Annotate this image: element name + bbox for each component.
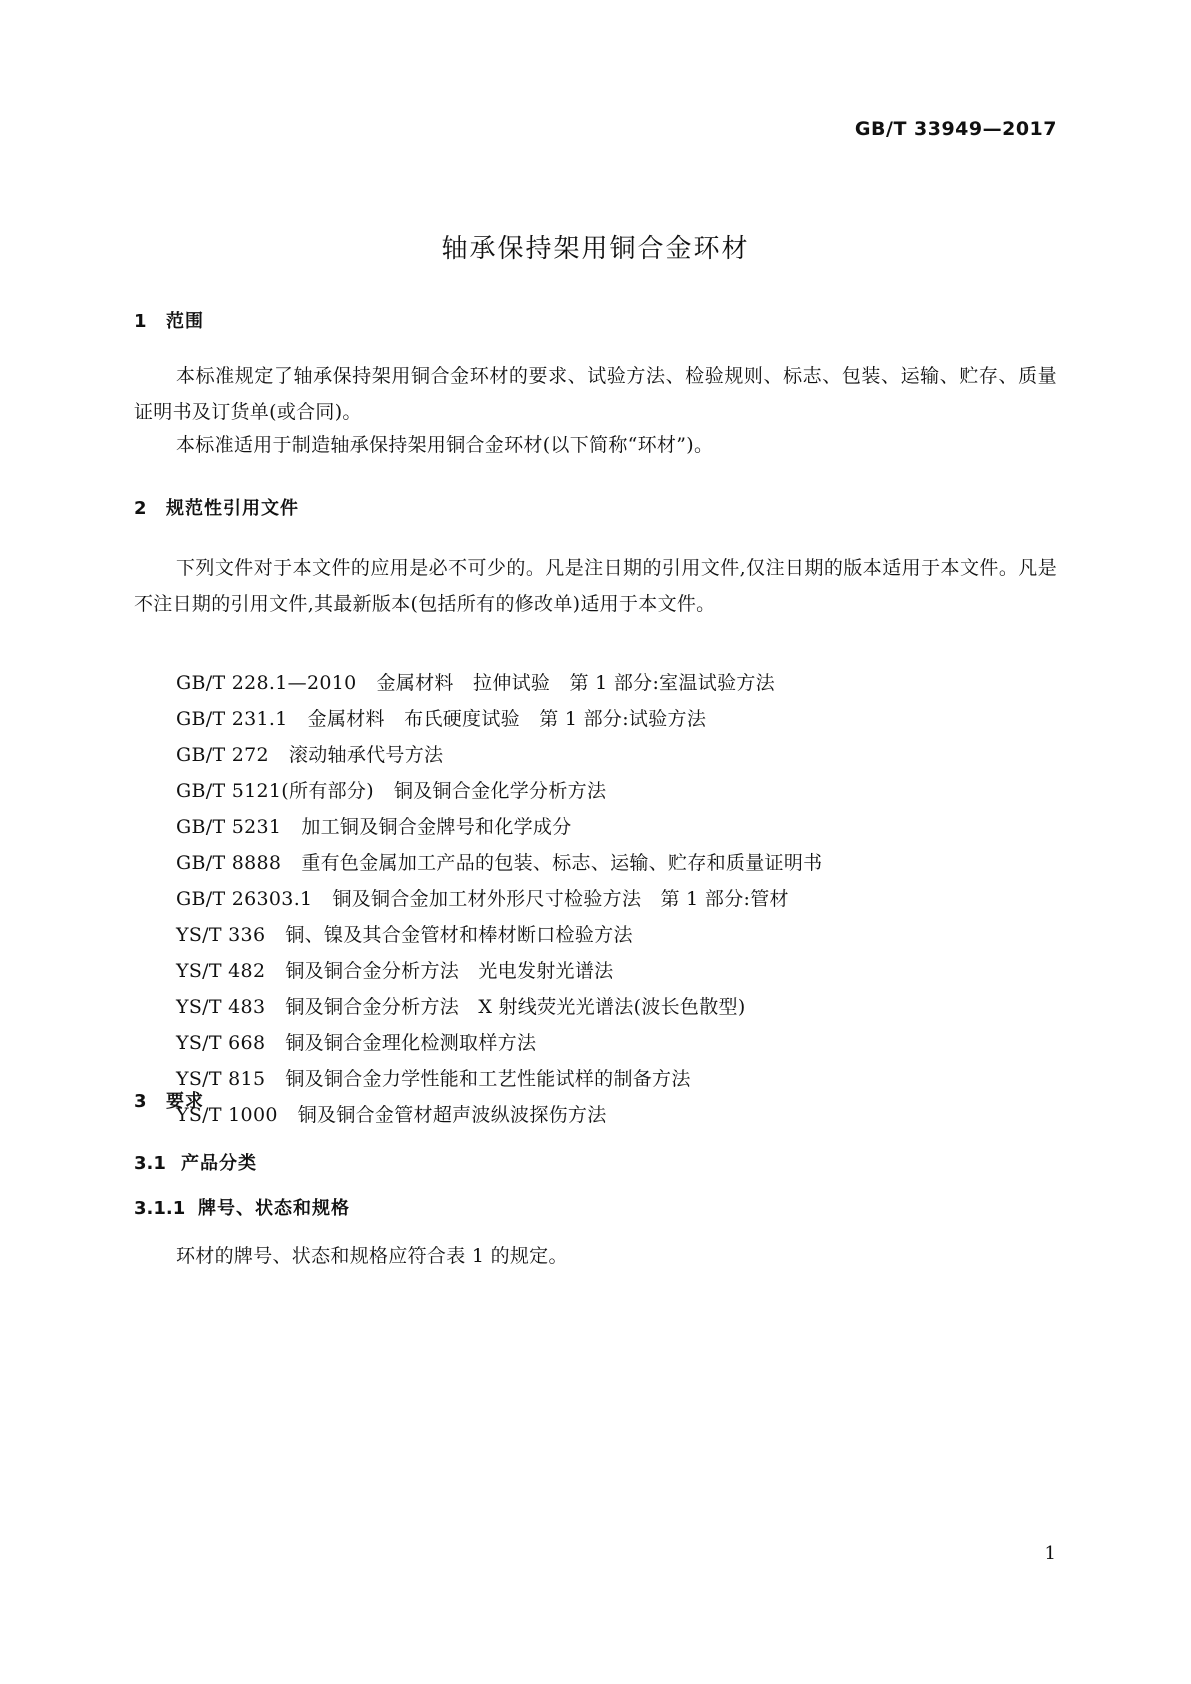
section-title: 规范性引用文件 (166, 498, 299, 519)
reference-item (176, 809, 1056, 845)
reference-title: 铜及铜合金加工材外形尺寸检验方法 第 1 部分:管材 (332, 888, 789, 910)
paragraph: 下列文件对于本文件的应用是必不可少的。凡是注日期的引用文件,仅注日期的版本适用于本文件。凡是不注日期的引用文件,其最新版本(包括所有的修改单)适用于本文件。 (134, 557, 1057, 615)
subsection-3-1-heading (134, 1149, 257, 1175)
reference-item (176, 773, 1056, 809)
paragraph: 本标准适用于制造轴承保持架用铜合金环材(以下简称“环材”)。 (176, 434, 714, 456)
subsection-3-1-1-heading (134, 1194, 350, 1220)
reference-item (176, 665, 1056, 701)
reference-title: 铜、镍及其合金管材和棒材断口检验方法 (285, 924, 633, 946)
reference-title: 金属材料 拉伸试验 第 1 部分:室温试验方法 (376, 672, 775, 694)
page-number: 1 (1044, 1543, 1056, 1564)
reference-title: 重有色金属加工产品的包装、标志、运输、贮存和质量证明书 (301, 852, 823, 874)
reference-code: GB/T 5121(所有部分) (176, 780, 374, 802)
reference-title: 铜及铜合金管材超声波纵波探伤方法 (297, 1104, 607, 1126)
section-number: 2 (134, 498, 147, 519)
reference-item (176, 1061, 1056, 1097)
reference-item (176, 953, 1056, 989)
document-title: 轴承保持架用铜合金环材 (441, 234, 750, 264)
reference-code: YS/T 482 (176, 960, 266, 982)
reference-code: YS/T 483 (176, 996, 266, 1018)
paragraph: 环材的牌号、状态和规格应符合表 1 的规定。 (176, 1245, 568, 1267)
section-title: 牌号、状态和规格 (198, 1198, 350, 1219)
section-title: 要求 (166, 1091, 204, 1112)
reference-title: 加工铜及铜合金牌号和化学成分 (301, 816, 572, 838)
section-2-heading (134, 494, 299, 520)
reference-title: 铜及铜合金化学分析方法 (393, 780, 607, 802)
section-number: 3.1.1 (134, 1198, 186, 1219)
reference-item (176, 701, 1056, 737)
reference-code: GB/T 5231 (176, 816, 282, 838)
reference-code: YS/T 1000 (176, 1104, 278, 1126)
section-title: 产品分类 (181, 1153, 257, 1174)
section-number: 3.1 (134, 1153, 166, 1174)
reference-code: GB/T 26303.1 (176, 888, 313, 910)
reference-code: GB/T 272 (176, 744, 269, 766)
reference-list (176, 665, 1056, 1133)
section-number: 3 (134, 1091, 147, 1112)
section-3-heading (134, 1087, 204, 1113)
section-1-heading (134, 307, 204, 333)
reference-item (176, 1097, 1056, 1133)
paragraph: 本标准规定了轴承保持架用铜合金环材的要求、试验方法、检验规则、标志、包装、运输、贮存、质量证明书及订货单(或合同)。 (134, 365, 1057, 423)
reference-code: GB/T 228.1—2010 (176, 672, 357, 694)
reference-code: YS/T 668 (176, 1032, 266, 1054)
standard-number: GB/T 33949—2017 (854, 118, 1057, 140)
reference-code: YS/T 336 (176, 924, 266, 946)
reference-title: 滚动轴承代号方法 (288, 744, 444, 766)
reference-item (176, 989, 1056, 1025)
section-number: 1 (134, 311, 147, 332)
reference-item (176, 845, 1056, 881)
reference-item (176, 917, 1056, 953)
reference-item (176, 737, 1056, 773)
reference-item (176, 881, 1056, 917)
reference-code: YS/T 815 (176, 1068, 266, 1090)
reference-title: 铜及铜合金分析方法 X 射线荧光光谱法(波长色散型) (285, 996, 746, 1018)
reference-item (176, 1025, 1056, 1061)
reference-title: 铜及铜合金分析方法 光电发射光谱法 (285, 960, 614, 982)
reference-title: 铜及铜合金理化检测取样方法 (285, 1032, 537, 1054)
reference-title: 金属材料 布氏硬度试验 第 1 部分:试验方法 (307, 708, 707, 730)
reference-title: 铜及铜合金力学性能和工艺性能试样的制备方法 (285, 1068, 691, 1090)
reference-code: GB/T 231.1 (176, 708, 288, 730)
reference-code: GB/T 8888 (176, 852, 282, 874)
section-title: 范围 (166, 311, 204, 332)
